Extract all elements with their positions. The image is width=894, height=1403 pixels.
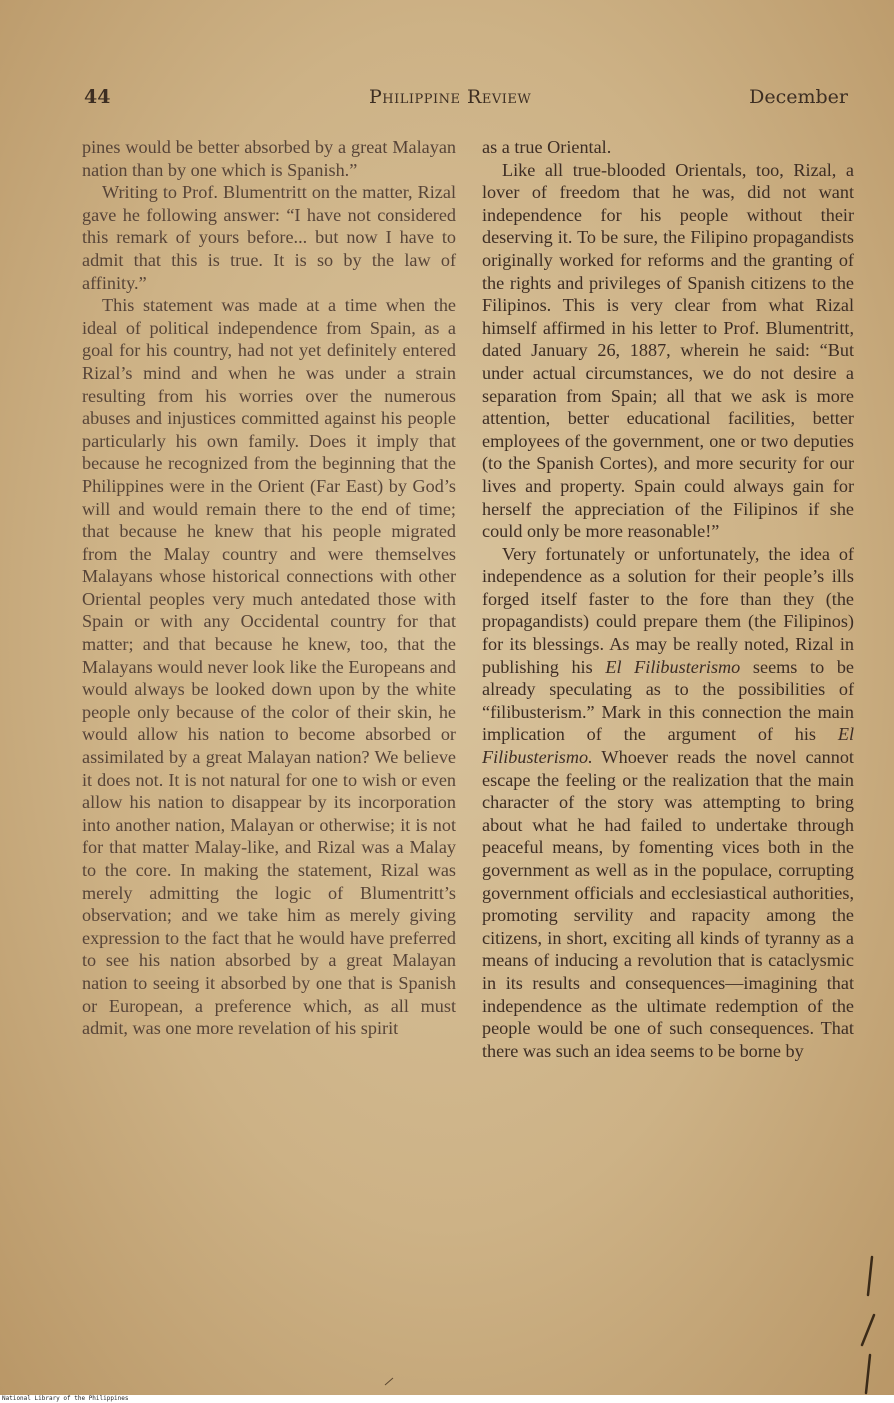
paragraph [482, 543, 854, 1063]
right-column [482, 136, 854, 1062]
scan-credit-strip [0, 1395, 894, 1403]
text-run: Very fortunately or unfortunately, the idea of independence as a solution for their people’s ills forged itself faster to the fore than they (the propagandists) could prepare them (the Filipinos) for its blessings. As may be really noted, Rizal in publishing his [482, 543, 854, 677]
paragraph: as a true Oriental. [482, 137, 612, 157]
paragraph: Writing to Prof. Blumentritt on the matter, Rizal gave he following answer: “I have not considered this remark of yours before... but now I have to admit that this is true. It is so by the law of affinity.” [82, 182, 456, 293]
paragraph: Like all true-blooded Orientals, too, Rizal, a lover of freedom that he was, did not want independence for his people without their deserving it. To be sure, the Filipino propagandists originally worked for reforms and the granting of the rights and privileges of Spanish citizens to the Filipinos. This is very clear from what Rizal himself affirmed in his letter to Prof. Blumentritt, dated January 26, 1887, wherein he said: “But under actual circumstances, we do not desire a separation from Spain; all that we ask is more attention, better educational facilities, better employees of the government, one or two deputies (to the Spanish Cortes), and more security for our lives and property. Spain could always gain for herself the appreciation of the Filipinos if she could only be more reasonable!” [482, 159, 854, 542]
running-header [84, 86, 848, 114]
page-number: 44 [84, 86, 111, 108]
left-column [82, 136, 456, 1040]
paragraph: This statement was made at a time when the ideal of political independence from Spain, as a goal for his country, had not yet definitely entered Rizal’s mind and when he was under a strain resulting from his worries over the numerous abuses and injustices committed against his people particularly his own family. Does it imply that because he recognized from the beginning that the Philippines were in the Orient (Far East) by God’s will and would remain there to the end of time; that because he knew that his people migrated from the Malay country and were themselves Malayans whose historical connections with other Oriental peoples very much antedated those with Spain or with any Occidental country for that matter; and that because he knew, too, that the Malayans would never look like the Europeans and would always be looked down upon by the white people only because of the color of their skin, he would allow his nation to become absorbed or assimilated by a great Malayan nation? We believe it does not. It is not natural for one to wish or even allow his nation to disappear by its incorporation into another nation, Malayan or otherwise; it is not for that matter Malay-like, and Rizal was a Malay to the core. In making the statement, Rizal was merely admitting the logic of Blumentritt’s observation; and we take him as merely giving expression to the fact that he would have preferred to see his nation absorbed by a great Malayan nation to seeing it absorbed by one that is Spanish or European, a preference which, as all must admit, was one more revelation of his spirit [82, 295, 456, 1039]
ink-speck [384, 1376, 394, 1386]
pencil-mark [858, 1255, 876, 1395]
text-run: seems to be already speculating as to the possibilities of “filibusterism.” Mark in this connection the main implication of the argument of his [482, 656, 854, 745]
paragraph: pines would be better absorbed by a great Malayan nation than by one which is Spanish.” [82, 137, 456, 180]
scan-credit: National Library of the Philippines [2, 1395, 129, 1402]
book-title: El Filibusterismo [605, 656, 741, 677]
journal-title: Philippine Review [369, 86, 532, 108]
issue-month: December [749, 86, 848, 108]
book-title: El Filibusterismo. [482, 724, 854, 768]
text-run: Whoever reads the novel cannot escape the feeling or the realization that the main character of the story was attempting to bring about what he had failed to undertake through peaceful means, by fomenting vices both in the government as well as in the populace, corrupting government officials and ecclesiastical authorities, promoting servility and rapacity among the citizens, in short, exciting all kinds of tyranny as a means of inducing a revolution that is cataclysmic in its results and consequences—imagining that independence as the ultimate redemption of the people would be one of such consequences. That there was such an idea seems to be borne by [482, 747, 854, 1061]
